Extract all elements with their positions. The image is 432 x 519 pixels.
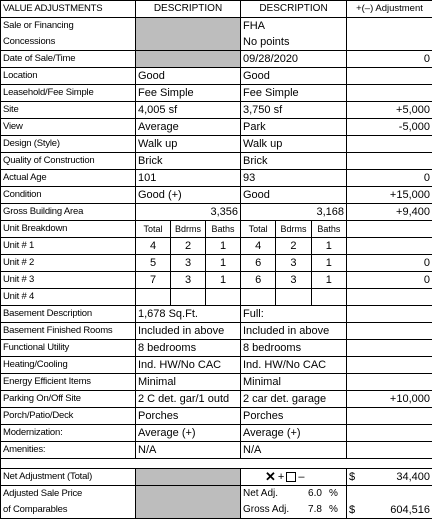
row-condition (1, 187, 432, 204)
subject-value: Average (+) (136, 425, 241, 442)
row-quality (1, 153, 432, 170)
comp-units (241, 289, 347, 306)
label: Functional Utility (1, 340, 136, 357)
comp-value: Good (241, 68, 347, 85)
label: Basement Description (1, 306, 136, 323)
subject-value: Porches (136, 408, 241, 425)
net-adj-percent: 6.0 (301, 487, 329, 501)
comp-value: 3,168 (241, 204, 347, 221)
subject-units (136, 272, 241, 289)
adj-value: 0 (347, 170, 432, 187)
col-baths: Baths (312, 221, 346, 237)
adj-value (347, 68, 432, 85)
row-basement-finished (1, 323, 432, 340)
col-baths: Baths (206, 221, 240, 237)
adj-value: +9,400 (347, 204, 432, 221)
label: Unit # 1 (1, 238, 136, 255)
subject-value: Included in above (136, 323, 241, 340)
adj-value (347, 85, 432, 102)
subject-value: Ind. HW/No CAC (136, 357, 241, 374)
adj-value (347, 486, 432, 503)
currency-symbol: $ (349, 503, 355, 517)
comp-value: Minimal (241, 374, 347, 391)
subject-value: 101 (136, 170, 241, 187)
percent-sign: % (329, 487, 338, 501)
comp-value: Ind. HW/No CAC (241, 357, 347, 374)
comp-value: N/A (241, 442, 347, 459)
row-modernization (1, 425, 432, 442)
adj-value: 0 (347, 272, 432, 289)
row-view (1, 119, 432, 136)
subject-value: Good (+) (136, 187, 241, 204)
comp-value: 8 bedrooms (241, 340, 347, 357)
adj-value (347, 289, 432, 306)
adj-value: +5,000 (347, 102, 432, 119)
bdrms: 3 (171, 255, 206, 271)
label: of Comparables (1, 502, 136, 519)
net-adj-value (347, 469, 432, 486)
row-adjusted-price-1 (1, 486, 432, 503)
adj-value (347, 442, 432, 459)
label: Location (1, 68, 136, 85)
adj-value: 0 (347, 51, 432, 68)
comp-value: FHA (241, 18, 347, 35)
total: 6 (241, 272, 276, 288)
total: 4 (241, 238, 276, 254)
row-unit-breakdown (1, 221, 432, 238)
bdrms: 3 (171, 272, 206, 288)
bdrms: 2 (276, 238, 311, 254)
adj-value (347, 306, 432, 323)
label: Actual Age (1, 170, 136, 187)
subject-value: Walk up (136, 136, 241, 153)
gross-adj-percent: 7.8 (301, 503, 329, 517)
baths: 1 (206, 272, 240, 288)
label: Amenities: (1, 442, 136, 459)
label: Design (Style) (1, 136, 136, 153)
baths: 1 (206, 238, 240, 254)
row-amenities (1, 442, 432, 459)
subject-units (136, 238, 241, 255)
label: Heating/Cooling (1, 357, 136, 374)
row-location (1, 68, 432, 85)
subject-value: Minimal (136, 374, 241, 391)
subject-value: 4,005 sf (136, 102, 241, 119)
bdrms: 3 (276, 272, 311, 288)
col-bdrms: Bdrms (276, 221, 311, 237)
label: Unit # 3 (1, 272, 136, 289)
comp-value: Fee Simple (241, 85, 347, 102)
row-gba (1, 204, 432, 221)
comp-units (241, 255, 347, 272)
row-heating (1, 357, 432, 374)
adj-value: 0 (347, 255, 432, 272)
adjusted-price-value (347, 502, 432, 519)
comp-value: Included in above (241, 323, 347, 340)
row-actual-age (1, 170, 432, 187)
row-parking (1, 391, 432, 408)
row-porch (1, 408, 432, 425)
adj-value (347, 34, 432, 51)
label: Parking On/Off Site (1, 391, 136, 408)
subject-units (136, 289, 241, 306)
label: Unit # 4 (1, 289, 136, 306)
label: Site (1, 102, 136, 119)
row-leasehold (1, 85, 432, 102)
baths: 1 (312, 255, 346, 271)
comp-units (241, 238, 347, 255)
label: Quality of Construction (1, 153, 136, 170)
baths: 1 (206, 255, 240, 271)
row-site (1, 102, 432, 119)
comp-value: 2 car det. garage (241, 391, 347, 408)
comp-value: Average (+) (241, 425, 347, 442)
comp-unit-headers (241, 221, 347, 238)
amount: 604,516 (390, 504, 430, 516)
label: Date of Sale/Time (1, 51, 136, 68)
col-bdrms: Bdrms (171, 221, 206, 237)
adj-value (347, 357, 432, 374)
row-basement (1, 306, 432, 323)
currency-symbol: $ (349, 470, 355, 484)
subject-value: Fee Simple (136, 85, 241, 102)
net-adj-indicator (241, 469, 347, 486)
comp-value: Park (241, 119, 347, 136)
subject-cell-gray (136, 51, 241, 68)
comp-value: Full: (241, 306, 347, 323)
subject-unit-headers (136, 221, 241, 238)
adj-value (347, 374, 432, 391)
subject-value: 8 bedrooms (136, 340, 241, 357)
percent-sign: % (329, 503, 338, 517)
subject-value: Average (136, 119, 241, 136)
comp-units (241, 272, 347, 289)
baths: 1 (312, 238, 346, 254)
label: Unit Breakdown (1, 221, 136, 238)
label: Condition (1, 187, 136, 204)
bdrms: 3 (276, 255, 311, 271)
col-total: Total (241, 221, 276, 237)
row-functional (1, 340, 432, 357)
comp-value: 09/28/2020 (241, 51, 347, 68)
net-adj-label: Net Adj. (243, 487, 301, 501)
label: View (1, 119, 136, 136)
comp-value: Walk up (241, 136, 347, 153)
header-subject-description: DESCRIPTION (136, 1, 241, 18)
row-unit-1 (1, 238, 432, 255)
label: Modernization: (1, 425, 136, 442)
subject-cell-gray (136, 18, 241, 51)
subject-value: 1,678 Sq.Ft. (136, 306, 241, 323)
plus-checked-x-icon[interactable]: ✕ (265, 471, 276, 483)
row-unit-4 (1, 289, 432, 306)
header-label: VALUE ADJUSTMENTS (1, 1, 136, 18)
subject-value: 3,356 (136, 204, 241, 221)
adj-value (347, 136, 432, 153)
adj-value (347, 153, 432, 170)
amount: 34,400 (396, 471, 430, 483)
row-date-of-sale (1, 51, 432, 68)
row-energy (1, 374, 432, 391)
gross-adj-pct (241, 502, 347, 519)
plus-sign: + (278, 470, 284, 484)
net-adj-pct (241, 486, 347, 503)
comp-value: No points (241, 34, 347, 51)
row-net-adjustment (1, 469, 432, 486)
label: Concessions (1, 34, 136, 51)
adj-value (347, 221, 432, 238)
comp-value: 93 (241, 170, 347, 187)
total: 5 (136, 255, 171, 271)
subject-value: N/A (136, 442, 241, 459)
comp-value: Good (241, 187, 347, 204)
row-unit-2 (1, 255, 432, 272)
comp-value: Brick (241, 153, 347, 170)
label: Leasehold/Fee Simple (1, 85, 136, 102)
adj-value (347, 238, 432, 255)
label: Net Adjustment (Total) (1, 469, 136, 486)
adj-value: -5,000 (347, 119, 432, 136)
header-row (1, 1, 432, 18)
label: Energy Efficient Items (1, 374, 136, 391)
subject-cell-gray (136, 486, 241, 519)
header-comp-description: DESCRIPTION (241, 1, 347, 18)
subject-value: 2 C det. gar/1 outd (136, 391, 241, 408)
bdrms: 2 (171, 238, 206, 254)
row-sale-financing-1 (1, 18, 432, 35)
row-unit-3 (1, 272, 432, 289)
label: Basement Finished Rooms (1, 323, 136, 340)
label: Adjusted Sale Price (1, 486, 136, 503)
subject-cell-gray (136, 469, 241, 486)
adj-value (347, 408, 432, 425)
label: Porch/Patio/Deck (1, 408, 136, 425)
label: Unit # 2 (1, 255, 136, 272)
adj-value: +10,000 (347, 391, 432, 408)
comp-value: Porches (241, 408, 347, 425)
subject-value: Good (136, 68, 241, 85)
comp-value: 3,750 sf (241, 102, 347, 119)
label: Gross Building Area (1, 204, 136, 221)
adj-value (347, 18, 432, 35)
header-adjustment: +(–) Adjustment (347, 1, 432, 18)
subject-units (136, 255, 241, 272)
adj-value (347, 323, 432, 340)
minus-checkbox[interactable] (286, 472, 296, 482)
total: 7 (136, 272, 171, 288)
row-design (1, 136, 432, 153)
adj-value (347, 425, 432, 442)
spacer-row (1, 459, 432, 469)
label: Sale or Financing (1, 18, 136, 35)
baths: 1 (312, 272, 346, 288)
minus-sign: – (298, 470, 304, 484)
total: 6 (241, 255, 276, 271)
adj-value: +15,000 (347, 187, 432, 204)
gross-adj-label: Gross Adj. (243, 503, 301, 517)
col-total: Total (136, 221, 171, 237)
adj-value (347, 340, 432, 357)
subject-value: Brick (136, 153, 241, 170)
total: 4 (136, 238, 171, 254)
